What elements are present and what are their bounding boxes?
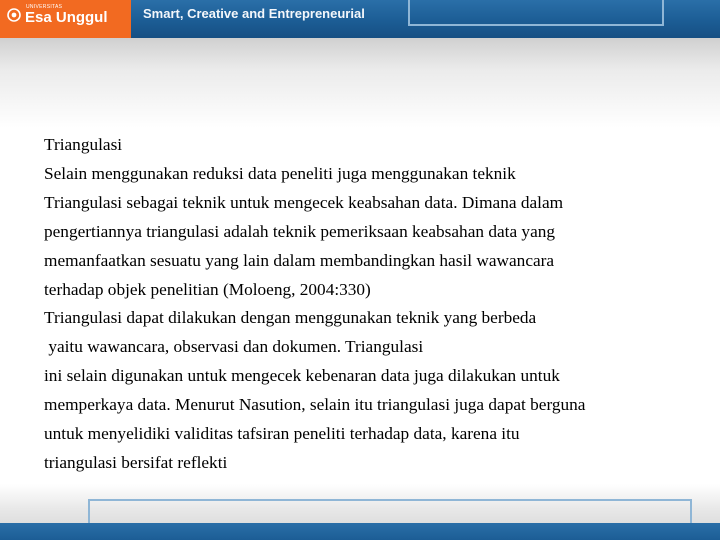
body-line-2: Selain menggunakan reduksi data peneliti juga menggunakan teknik [44,163,516,183]
tagline: Smart, Creative and Entrepreneurial [143,6,365,21]
footer-bar [0,523,720,540]
university-logo [0,0,131,38]
logo-name: Esa Unggul [25,9,108,26]
header-frame-decoration [408,0,664,26]
body-line-10: memperkaya data. Menurut Nasution, selain itu triangulasi juga dapat berguna [44,395,586,415]
body-line-7: Triangulasi dapat dilakukan dengan menggunakan teknik yang berbeda [44,308,537,328]
body-line-12: triangulasi bersifat reflekti [44,452,228,472]
body-line-8: yaitu wawancara, observasi dan dokumen. Triangulasi [44,337,424,357]
slide-body-text [44,131,694,478]
title-area-gradient [0,38,720,128]
body-line-11: untuk menyelidiki validitas tafsiran peneliti terhadap data, karena itu [44,424,520,444]
logo-small-text: UNIVERSITAS [26,4,63,10]
body-line-4: pengertiannya triangulasi adalah teknik pemeriksaan keabsahan data yang [44,221,556,241]
logo-emblem-icon [7,8,21,22]
body-line-9: ini selain digunakan untuk mengecek kebenaran data juga dilakukan untuk [44,366,560,386]
body-line-6: terhadap objek penelitian (Moloeng, 2004:330) [44,279,371,299]
body-line-1: Triangulasi [44,135,123,154]
body-line-3: Triangulasi sebagai teknik untuk mengecek keabsahan data. Dimana dalam [44,192,564,212]
body-line-5: memanfaatkan sesuatu yang lain dalam membandingkan hasil wawancara [44,250,555,270]
header-bar [0,0,720,38]
